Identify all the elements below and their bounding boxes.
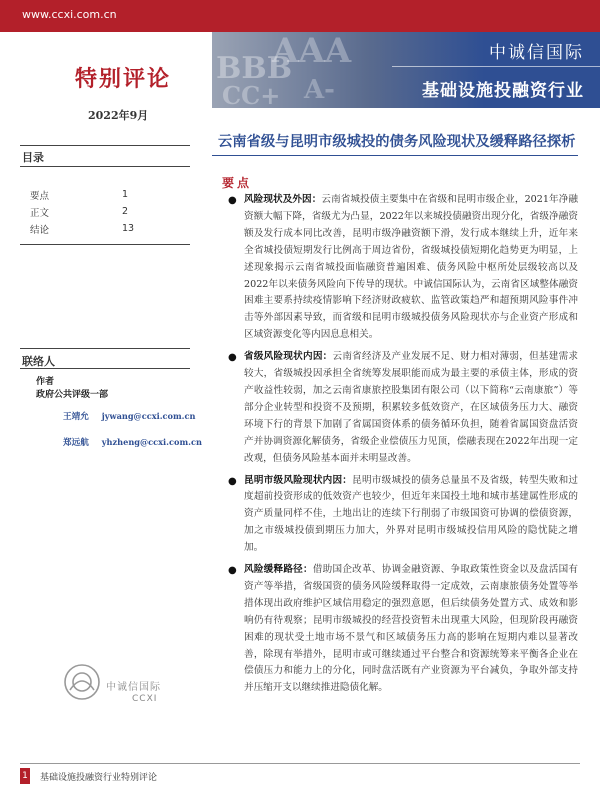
logo-mark-icon <box>62 660 102 704</box>
header-banner <box>212 32 600 108</box>
doc-type-heading: 特别评论 <box>75 66 172 92</box>
toc-item[interactable] <box>30 186 190 203</box>
toc-item-label: 结论 <box>30 224 50 236</box>
page-number: 1 <box>20 768 30 784</box>
finance-letters-graphic <box>212 32 382 108</box>
contact-person <box>63 410 195 422</box>
bullet-icon: ● <box>228 352 237 364</box>
toc-item-page: 13 <box>122 223 135 234</box>
bullet-icon: ● <box>228 475 237 487</box>
bullet-icon: ● <box>228 195 237 206</box>
top-bar <box>0 0 600 32</box>
toc-top-rule <box>20 145 190 146</box>
footer-text: 基础设施投融资行业特别评论 <box>40 773 158 783</box>
title-rule <box>212 155 578 156</box>
key-point <box>228 349 578 467</box>
industry-name: 基础设施投融资行业 <box>422 81 584 101</box>
contacts-top-rule <box>20 348 190 349</box>
toc-bottom-rule <box>20 244 190 245</box>
author-block <box>36 376 108 402</box>
key-points-heading: 要点 <box>222 176 253 190</box>
key-point <box>228 562 578 697</box>
contact-person <box>63 436 202 448</box>
toc-item-page: 2 <box>122 206 129 217</box>
svg-text:BBB: BBB <box>216 51 293 86</box>
author-label: 作者 <box>36 377 55 387</box>
key-point-lead: 昆明市级风险现状内因： <box>244 474 353 486</box>
toc-item[interactable] <box>30 203 190 220</box>
key-point-text: 借助国企改革、协调金融资源、争取政策性资金以及盘活国有资产等举措，省级国资的债务风险缓释取得一定成效，云南康旅债务处置等举措体现出政府维护区域信用稳定的强烈意愿，但后续债务处置方式、成效和影响仍有待观察；昆明市级城投的经营投资暂未出现重大风险，但现阶段再融资困难的现状受土地市场不景气和区域债务压力高的影响在短期内难以显著改善，除现有举措外，昆明市或可继续通过平台整合和资源统筹来平衡各企业在偿债压力和能力上的分化，同时盘活既有产业资源为平台减负，争取外部支持并压缩开支以继续推进隐债化解。 <box>244 564 579 694</box>
toc-list <box>30 186 190 237</box>
key-point-lead: 风险缓释路径： <box>244 564 313 576</box>
key-points-list <box>228 192 578 702</box>
department: 政府公共评级一部 <box>36 390 109 400</box>
logo-en-text: CCXI <box>132 694 158 704</box>
toc-item-page: 1 <box>122 189 129 200</box>
ccxi-logo <box>62 660 222 710</box>
key-point <box>228 192 578 344</box>
report-title: 云南省级与昆明市级城投的债务风险现状及缓释路径探析 <box>218 134 576 150</box>
key-point-text: 云南省经济及产业发展不足、财力相对薄弱，但基建需求较大，省级城投因承担全省统筹发展职能而成为最主要的承债主体，形成的资产收益性较弱，加之云南省康旅控股集团有限公司（以下简称“云南康旅”）等部分企业转型和投资不及预期，积累较多低效资产，在区域债务压力大、融资环境下行的背景下加剧了省属国资体系的债务循环负担，随着省属国资盘活资产并协调资源化解债务，省级企业偿债压力见顶，偿融表现在2022年出现一定改观，但债务风险基本面并未明显改善。 <box>244 351 579 464</box>
contact-name: 郑远航 <box>63 438 89 448</box>
key-point-lead: 省级风险现状内因： <box>244 351 333 363</box>
toc-item-label: 要点 <box>30 190 50 202</box>
key-point <box>228 473 578 558</box>
toc-heading-rule <box>20 166 190 167</box>
key-point-text: 云南省城投债主要集中在省级和昆明市级企业，2021年净融资额大幅下降，省级尤为凸显，2022年以来城投债融资出现分化，省级净融资额及发行成本同比改善，昆明市级净融资额下滑，发行成本继续上升，近年来全省城投债短期发行比例高于周边省份，省级城投债短期化趋势更为明显，上述现象揭示云南省城投面临融资普遍困难、债务风险中枢所处层级较高以及2022年以来债务风险向下传导的现状。中诚信国际认为，云南省区域整体融资困难主要系持续疫情影响下经济财政疲软、监管政策趋严和超预期风险事件冲击等外部因素导致，而省级和昆明市级城投债务风险现状亦与企业资产形成和区域资源变化等内因息息相关。 <box>244 194 579 341</box>
contacts-heading-rule <box>20 368 190 369</box>
toc-item-label: 正文 <box>30 207 50 219</box>
key-point-lead: 风险现状及外因： <box>244 194 322 205</box>
bullet-icon: ● <box>228 565 237 577</box>
company-name: 中诚信国际 <box>489 43 584 63</box>
contact-email[interactable]: yhzheng@ccxi.com.cn <box>101 437 202 447</box>
svg-text:CC+: CC+ <box>222 81 281 108</box>
site-url[interactable]: www.ccxi.com.cn <box>22 8 117 21</box>
footer-rule <box>20 763 580 764</box>
contact-email[interactable]: jywang@ccxi.com.cn <box>101 411 196 421</box>
svg-text:A-: A- <box>304 75 335 105</box>
banner-divider <box>392 66 600 67</box>
contact-name: 王靖允 <box>63 412 89 422</box>
toc-item[interactable] <box>30 220 190 237</box>
key-point-text: 昆明市级城投的债务总量虽不及省级，转型失败和过度超前投资形成的低效资产也较少，但近年来国投土地和城市基建属性形成的资产质量同样不佳，土地出让的连续下行削弱了市级国资可协调的偿债资源，加之市级城投债到期压力加大，外界对昆明市级城投信用风险的隐忧陡之增加。 <box>244 474 579 554</box>
svg-text:AAA: AAA <box>272 32 352 71</box>
report-date: 2022年9月 <box>88 109 149 122</box>
toc-heading: 目录 <box>22 151 44 164</box>
logo-cn-text: 中诚信国际 <box>106 682 161 693</box>
contacts-heading: 联络人 <box>22 355 55 368</box>
